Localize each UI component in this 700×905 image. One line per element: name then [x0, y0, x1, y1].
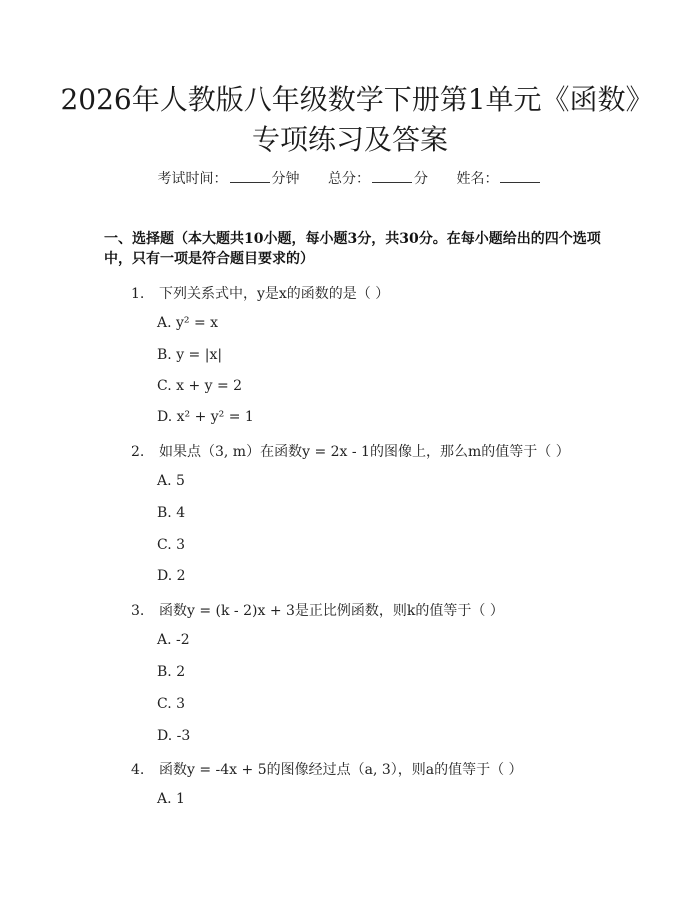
question-text: 函数y = (k - 2)x + 3是正比例函数，则k的值等于（ ）	[159, 603, 504, 619]
question-number: 3.	[131, 603, 145, 619]
document-title: 2026年人教版八年级数学下册第1单元《函数》专项练习及答案	[60, 83, 640, 156]
question-number: 4.	[131, 762, 145, 778]
exam-time-field	[158, 171, 304, 187]
question-text: 如果点（3, m）在函数y = 2x - 1的图像上，那么m的值等于（ ）	[159, 444, 570, 460]
answer-option: D. -3	[157, 728, 191, 744]
total-score-blank	[372, 170, 412, 183]
answer-option: D. 2	[157, 568, 186, 584]
question-text: 函数y = -4x + 5的图像经过点（a, 3），则a的值等于（ ）	[159, 762, 523, 778]
answer-option: A. 1	[157, 791, 185, 807]
answer-option: C. 3	[157, 537, 186, 553]
exam-info-line	[0, 168, 700, 188]
answer-option: A. -2	[157, 632, 190, 648]
question-item	[131, 441, 570, 461]
exam-time-label: 考试时间：	[157, 171, 228, 187]
section-heading: 一、选择题（本大题共10小题，每小题3分，共30分。在每小题给出的四个选项中，只有一项是符合题目要求的）	[104, 231, 601, 267]
question-number: 1.	[131, 286, 145, 302]
answer-option: D. x² + y² = 1	[157, 409, 254, 425]
question-item	[131, 759, 523, 779]
exam-time-blank	[230, 170, 270, 183]
answer-option: C. x + y = 2	[157, 378, 243, 394]
student-name-label: 姓名：	[456, 171, 499, 187]
question-item	[131, 283, 389, 303]
question-item	[131, 600, 504, 620]
answer-option: B. y = |x|	[157, 347, 223, 363]
answer-option: B. 4	[157, 505, 186, 521]
total-score-unit: 分	[414, 171, 428, 187]
total-score-field	[328, 171, 432, 187]
total-score-label: 总分：	[328, 171, 370, 187]
answer-option: C. 3	[157, 696, 186, 712]
answer-option: A. y² = x	[157, 315, 219, 331]
student-name-blank	[500, 170, 540, 183]
student-name-field	[456, 171, 542, 187]
question-number: 2.	[131, 444, 145, 460]
answer-option: A. 5	[157, 473, 185, 489]
question-text: 下列关系式中，y是x的函数的是（ ）	[159, 286, 390, 302]
exam-time-unit: 分钟	[271, 171, 300, 187]
answer-option: B. 2	[157, 664, 186, 680]
